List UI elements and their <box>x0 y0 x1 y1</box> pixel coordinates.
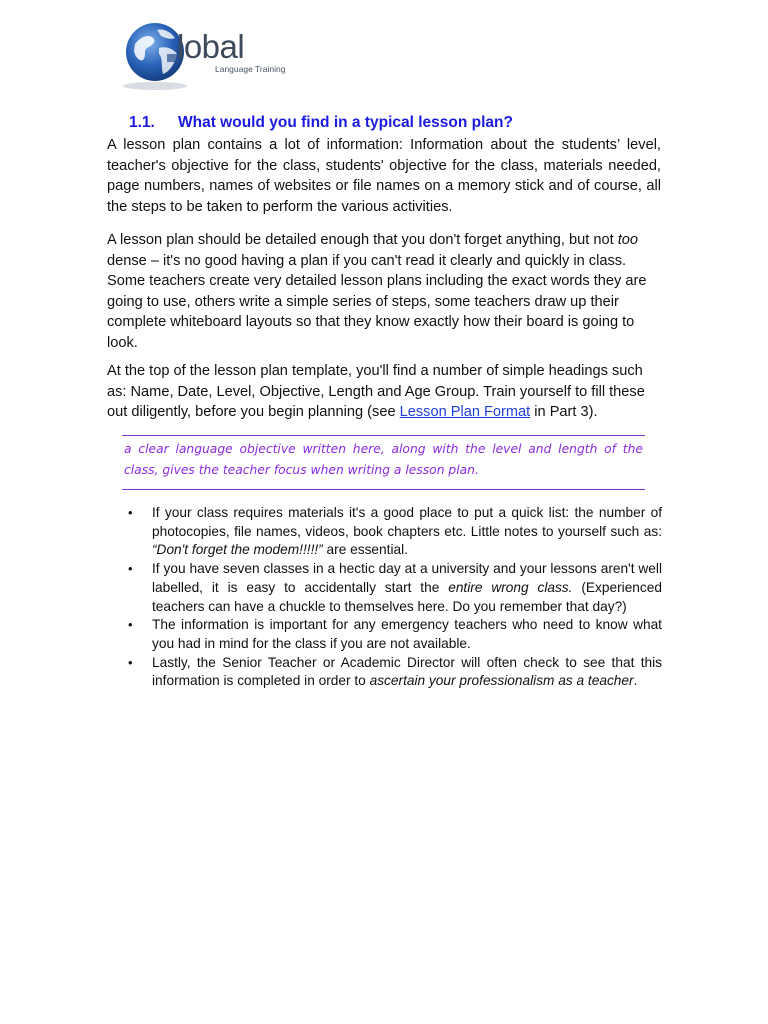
list-item-emphasis: entire wrong class. <box>448 579 573 595</box>
section-title: What would you find in a typical lesson plan? <box>178 114 513 131</box>
paragraph-3 <box>107 361 661 423</box>
list-item-text-rest: . <box>633 673 638 689</box>
bullet-marker: • <box>128 654 133 670</box>
section-number: 1.1. <box>129 114 155 131</box>
list-item-text: The information is important for any emergency teachers who need to know what you had in mind for the class if you are not available. <box>152 617 662 651</box>
paragraph-1: A lesson plan contains a lot of information: Information about the students’ level, teacher's objective for the class, students' objective for the class, materials needed, page numbers, names of websites or file names on a memory stick and of course, all the steps to be taken to perform the various activities. <box>107 137 661 215</box>
objective-callout <box>122 435 645 490</box>
bullet-marker: • <box>128 561 133 577</box>
logo-subtitle: Language Training <box>215 64 286 74</box>
paragraph-3-text: At the top of the lesson plan template, you'll find a number of simple headings such as: Name, Date, Level, Objective, Length and Age Group. Train yourself to fill these out diligently, before you begin planning (see <box>107 363 645 421</box>
list-item <box>128 616 662 653</box>
list-item-emphasis: ascertain your professionalism as a teacher <box>369 673 634 689</box>
bullet-marker: • <box>128 617 133 633</box>
bullet-marker: • <box>128 505 133 520</box>
list-item <box>128 654 662 691</box>
lesson-plan-format-link[interactable]: Lesson Plan Format <box>399 404 531 421</box>
logo-word: lobal <box>177 28 245 65</box>
list-item-text: If your class requires materials it's a good place to put a quick list: the number of photocopies, file names, videos, book chapters etc. Little notes to yourself such as: <box>152 505 662 539</box>
paragraph-2-emphasis: too <box>617 232 639 248</box>
section-heading <box>129 114 513 132</box>
callout-text: a clear language objective written here, along with the level and length of the class, gives the teacher focus when writing a lesson plan. <box>124 442 643 477</box>
global-language-training-logo <box>117 14 297 94</box>
list-item-text: If you have seven classes in a hectic day at a university and your lessons aren't well labelled, it is easy to accidentally start the <box>152 561 662 595</box>
list-item-emphasis: “Don't forget the modem!!!!!” <box>152 542 323 558</box>
list-item-text-rest: (Experienced teachers can have a chuckle to themselves here. Do you remember that day?) <box>152 579 662 614</box>
list-item-text: Lastly, the Senior Teacher or Academic Director will often check to see that this information is completed in order to <box>152 654 662 689</box>
list-item <box>128 560 662 616</box>
paragraph-2-text: A lesson plan should be detailed enough that you don't forget anything, but not <box>107 232 618 248</box>
bullet-list <box>128 504 662 691</box>
paragraph-3-text-rest: in Part 3). <box>530 404 598 421</box>
paragraph-2 <box>107 230 661 354</box>
paragraph-2-text-rest: dense – it's no good having a plan if you can't read it clearly and quickly in class. Some teachers create very detailed lesson plans including the exact words they are going to use, others write a simple series of steps, some teachers draw up their complete whiteboard layouts so that they know exactly how their board is going to look. <box>107 252 647 351</box>
list-item-text-rest: are essential. <box>322 542 408 558</box>
list-item <box>128 504 662 560</box>
